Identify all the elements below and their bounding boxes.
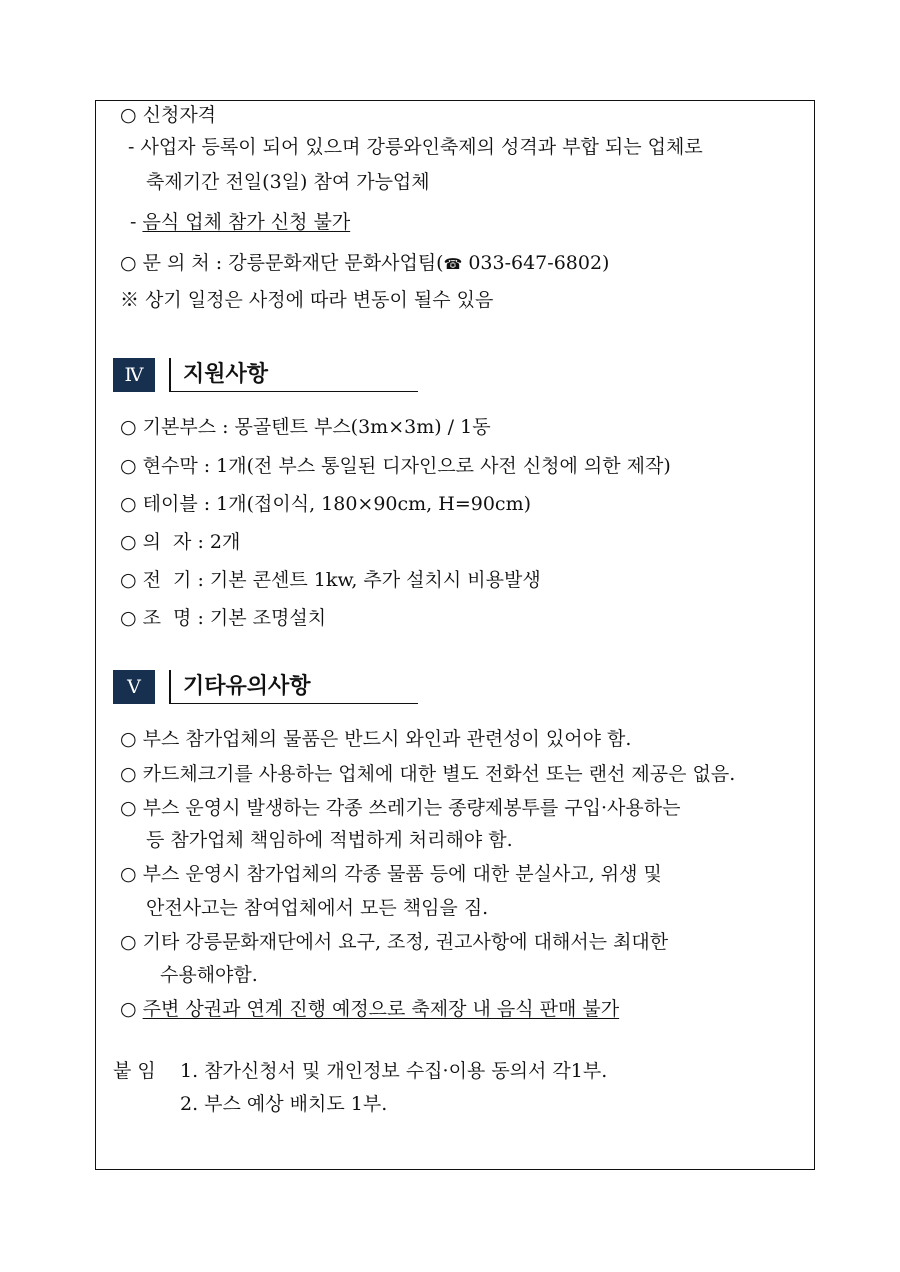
- notice-last-prefix: ○: [120, 998, 143, 1020]
- support-item: ○ 현수막 : 1개(전 부스 통일된 디자인으로 사전 신청에 의한 제작): [120, 455, 671, 477]
- section4-header: [169, 358, 418, 392]
- contact-prefix: ○ 문 의 처 : 강릉문화재단 문화사업팀(: [120, 252, 444, 274]
- qualification-item2: [130, 210, 350, 234]
- support-item: ○ 조 명 : 기본 조명설치: [120, 607, 327, 629]
- support-item: ○ 테이블 : 1개(접이식, 180×90cm, H=90cm): [120, 493, 531, 515]
- notice-item: ○ 부스 운영시 발생하는 각종 쓰레기는 종량제봉투를 구입·사용하는: [120, 797, 681, 819]
- section5-header: [169, 670, 418, 704]
- section5-title: 기타유의사항: [183, 674, 311, 699]
- section4-number: Ⅳ: [113, 358, 155, 392]
- notice-item-continued: 등 참가업체 책임하에 적법하게 처리해야 함.: [146, 829, 513, 851]
- schedule-note: ※ 상기 일정은 사정에 따라 변동이 될수 있음: [120, 289, 494, 311]
- qualification-item1-line2: 축제기간 전일(3일) 참여 가능업체: [146, 171, 430, 193]
- contact-line: [120, 251, 609, 276]
- section5-number: Ⅴ: [113, 670, 155, 704]
- qualification-item2-prefix: -: [130, 211, 143, 233]
- notice-item-last: [120, 997, 619, 1021]
- attachment-item: 2. 부스 예상 배치도 1부.: [180, 1093, 388, 1115]
- notice-item: ○ 기타 강릉문화재단에서 요구, 조정, 권고사항에 대해서는 최대한: [120, 931, 669, 953]
- notice-item: ○ 카드체크기를 사용하는 업체에 대한 별도 전화선 또는 랜선 제공은 없음.: [120, 763, 736, 785]
- qualification-heading: ○ 신청자격: [120, 104, 217, 126]
- notice-item-continued: 안전사고는 참여업체에서 모든 책임을 짐.: [146, 897, 489, 919]
- notice-item: ○ 부스 참가업체의 물품은 반드시 와인과 관련성이 있어야 함.: [120, 728, 632, 750]
- contact-number: 033-647-6802): [462, 252, 610, 274]
- support-item: ○ 의 자 : 2개: [120, 531, 241, 553]
- support-item: ○ 기본부스 : 몽골텐트 부스(3m×3m) / 1동: [120, 416, 491, 438]
- notice-item: ○ 부스 운영시 참가업체의 각종 물품 등에 대한 분실사고, 위생 및: [120, 863, 662, 885]
- qualification-item2-text: 음식 업체 참가 신청 불가: [142, 211, 351, 233]
- notice-last-text: 주변 상권과 연계 진행 예정으로 축제장 내 음식 판매 불가: [142, 998, 620, 1020]
- notice-item-continued: 수용해야함.: [160, 964, 258, 986]
- section4-title: 지원사항: [183, 362, 269, 387]
- support-item: ○ 전 기 : 기본 콘센트 1kw, 추가 설치시 비용발생: [120, 569, 541, 591]
- attachments-label: 붙 임: [113, 1060, 156, 1082]
- phone-icon: ☎: [443, 255, 463, 273]
- qualification-item1-line1: - 사업자 등록이 되어 있으며 강릉와인축제의 성격과 부합 되는 업체로: [128, 136, 703, 158]
- attachment-item: 1. 참가신청서 및 개인정보 수집·이용 동의서 각1부.: [180, 1060, 608, 1082]
